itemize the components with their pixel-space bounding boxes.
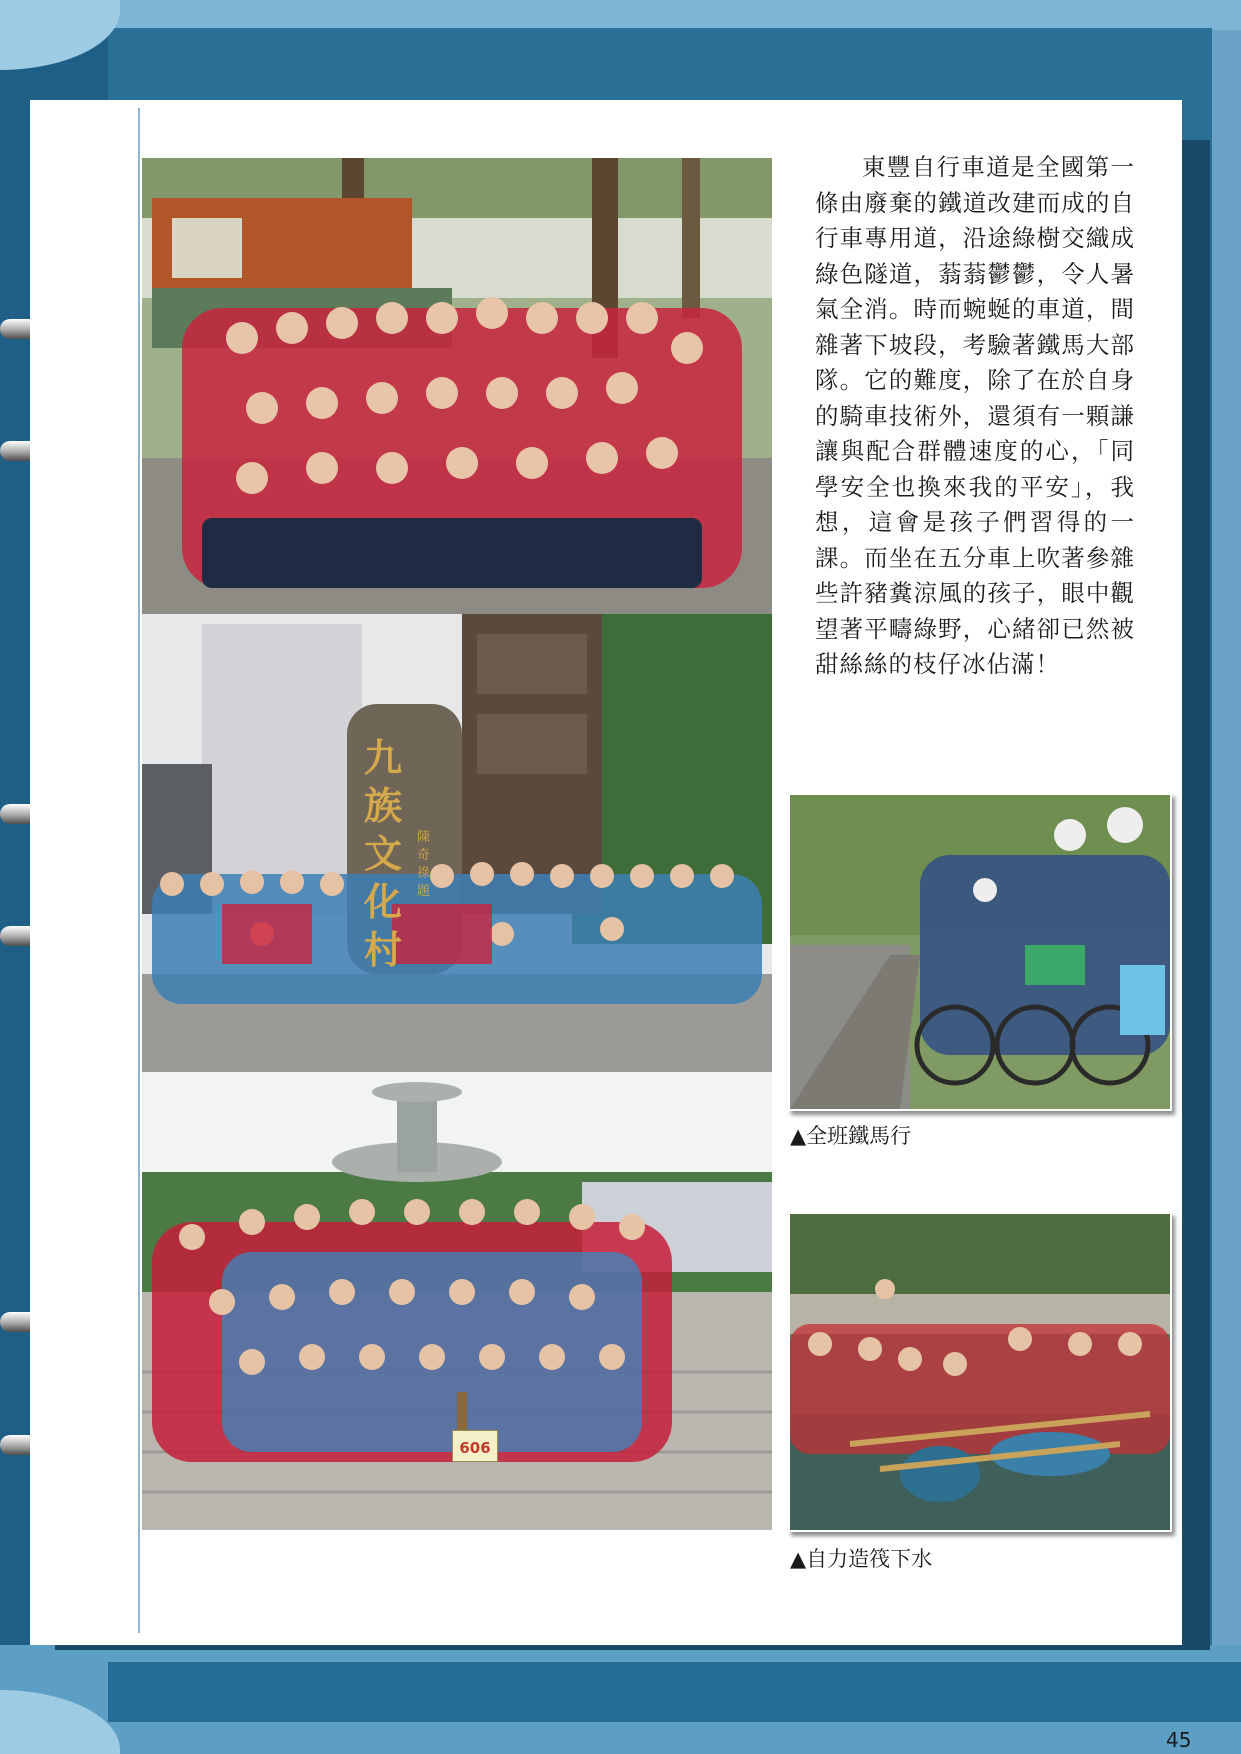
photo-cycling [788, 793, 1172, 1111]
group-sign: 606 [452, 1430, 498, 1462]
photo-rafting [788, 1212, 1172, 1532]
page-number: 45 [1166, 1728, 1192, 1752]
article-paragraph: 東豐自行車道是全國第一條由廢棄的鐵道改建而成的自行車專用道，沿途綠樹交織成綠色隧道，蓊蓊鬱鬱，令人暑氣全消。時而蜿蜒的車道，間雜著下坡段，考驗著鐵馬大部隊。它的難度，除了在於自身的騎車技術外，還須有一顆謙讓與配合群體速度的心，「同學安全也換來我的平安」，我想，這會是孩子們習得的一課。而坐在五分車上吹著參雜些許豬糞涼風的孩子，眼中觀望著平疇綠野，心緒卻已然被甜絲絲的枝仔冰佔滿！ [815, 153, 1135, 678]
page-margin-line [138, 108, 140, 1633]
culture-village-inscription: 陳奇祿題 [417, 830, 431, 899]
caption-rafting: ▲自力造筏下水 [790, 1547, 933, 1571]
binder-bottom-strip [108, 1662, 1241, 1722]
background-top [0, 0, 1241, 30]
culture-village-sign: 九族文化村 [364, 735, 403, 972]
photo-train-group [142, 158, 772, 614]
photo-culture-village [142, 614, 772, 1072]
photo-fountain-group [142, 1072, 772, 1530]
caption-cycling: ▲全班鐵馬行 [790, 1124, 912, 1148]
